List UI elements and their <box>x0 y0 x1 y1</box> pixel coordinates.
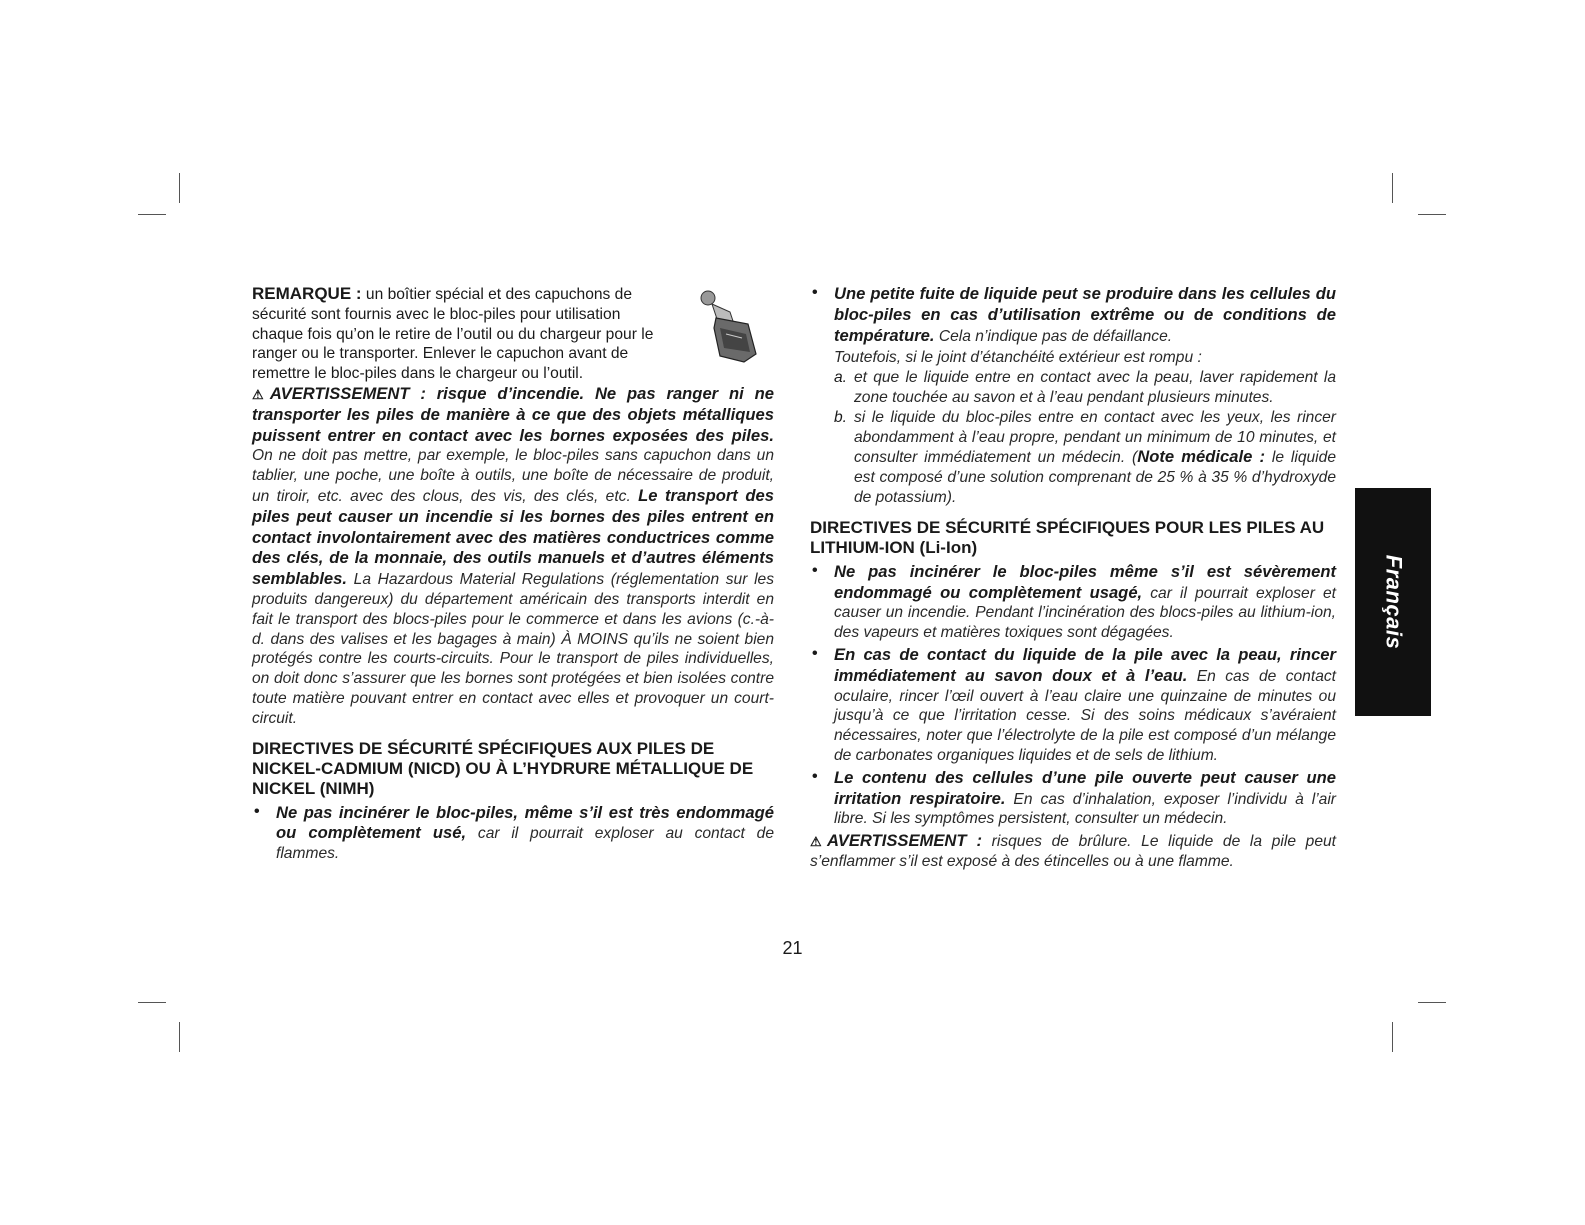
crop-mark <box>179 173 180 203</box>
crop-mark <box>138 1002 166 1003</box>
sub-item-a-text: et que le liquide entre en contact avec la peau, laver rapidement la zone touchée au savon et à l’eau pendant plusieurs minutes. <box>854 369 1336 406</box>
li-bullet1-bold: Ne pas incinérer le bloc-piles même s’il est sévèrement endommagé ou complètement usagé, <box>834 561 1336 602</box>
crop-mark <box>1418 1002 1446 1003</box>
nicd-bullet-text: car il pourrait exploser au contact de flammes. <box>276 825 774 863</box>
crop-mark <box>1392 1022 1393 1052</box>
crop-mark <box>179 1022 180 1052</box>
lithium-bullet-list <box>810 562 1336 829</box>
battery-pack-icon <box>690 284 764 364</box>
li-bullet2-bold: En cas de contact du liquide de la pile avec la peau, rincer immédiatement au savon doux et à l’eau. <box>834 644 1336 685</box>
sub-item-b-text2: le liquide est composé d’une solution comprenant de 25 % à 35 % d’hydroxyde de potassium). <box>854 449 1336 506</box>
left-column <box>252 284 774 866</box>
list-item <box>810 284 1336 346</box>
warning-fire-bold2: Le transport des piles peut causer un incendie si les bornes des piles entrent en contact involontairement avec des matières conductrices comme des clés, de la monnaie, des outils manuels et d’autres éléments semblables. <box>252 485 774 589</box>
nicd-bullet-list <box>252 803 774 864</box>
remarque-text: un boîtier spécial et des capuchons de sécurité sont fournis avec le bloc-piles pour utilisation chaque fois qu’on le retire de l’outil ou du chargeur pour le ranger ou le transporter. Enlever le capuchon avant de remettre le bloc-piles dans le chargeur ou l’outil. <box>252 286 654 383</box>
warning-fire-lead: AVERTISSEMENT : risque d’incendie. Ne pas ranger ni ne transporter les piles de manière à ce que des objets métalliques puissent entrer en contact avec les bornes exposées des piles. <box>252 383 774 445</box>
warning-burn-lead: AVERTISSEMENT : <box>827 831 982 851</box>
warning-fire-text: On ne doit pas mettre, par exemple, le bloc-piles sans capuchon dans un tablier, une poche, une boîte à outils, une boîte de nécessaire de produit, un tiroir, etc. avec des clous, des vis, des clés, etc. <box>252 447 774 505</box>
remarque-block <box>252 284 774 384</box>
language-label: Français <box>1381 554 1406 650</box>
warning-triangle-icon: ⚠ <box>252 386 270 402</box>
toutefois-text: Toutefois, si le joint d’étanchéité extérieur est rompu : <box>834 349 1202 367</box>
warning-burn-text: risques de brûlure. Le liquide de la pile peut s’enflammer s’il est exposé à des étincelles ou à une flamme. <box>810 833 1337 870</box>
list-item <box>810 768 1336 829</box>
crop-mark <box>1392 173 1393 203</box>
nicd-bullet-bold: Ne pas incinérer le bloc-piles, même s’il est très endommagé ou complètement usé, <box>276 802 774 843</box>
remarque-label: REMARQUE : <box>252 284 362 303</box>
list-item <box>810 645 1336 766</box>
li-bullet3-text: En cas d’inhalation, exposer l’individu à l’air libre. Si les symptômes persistent, consulter un médecin. <box>834 790 1336 828</box>
page-number: 21 <box>782 938 803 958</box>
leak-bullet-list <box>810 284 1336 346</box>
warning-triangle-icon: ⚠ <box>810 834 827 850</box>
sub-item-b-text: si le liquide du bloc-piles entre en contact avec les yeux, les rincer abondamment à l’eau propre, pendant un minimum de 10 minutes, et consulter immédiatement un médecin. ( <box>854 408 1336 467</box>
warning-fire-paragraph <box>252 384 774 729</box>
sub-item-letter: b. <box>834 408 848 426</box>
warning-burn-paragraph <box>810 831 1336 872</box>
list-item <box>252 803 774 864</box>
note-medicale-label: Note médicale : <box>1137 447 1265 467</box>
heading-lithium-ion: DIRECTIVES DE SÉCURITÉ SPÉCIFIQUES POUR LES PILES AU LITHIUM-ION (Li-Ion) <box>810 517 1325 557</box>
crop-mark <box>1418 214 1446 215</box>
warning-fire-text2: La Hazardous Material Regulations (réglementation sur les produits dangereux) du département américain des transports interdit en fait le transport des blocs-piles pour le commerce et dans les avions (c.-à-d. dans des valises et les bagages à main) À MOINS qu’ils ne soient bien protégés contre les courts-circuits. Pour le transport de piles individuelles, on doit donc s’assurer que les bornes sont protégées et bien isolées contre toute matière pouvant entrer en contact avec elles et provoquer un court-circuit. <box>252 571 774 727</box>
sub-item-letter: a. <box>834 369 848 387</box>
li-bullet3-bold: Le contenu des cellules d’une pile ouverte peut causer une irritation respiratoire. <box>834 767 1336 808</box>
leak-subsection <box>810 348 1336 507</box>
li-bullet2-text: En cas de contact oculaire, rincer l’œil ouvert à l’eau claire une quinzaine de minutes ou jusqu’à ce que l’irritation cesse. Si des soins médicaux s’avéraient nécessaires, noter que l’électrolyte de la pile est composé d’un mélange de carbonates organiques liquides et de sels de lithium. <box>834 667 1336 764</box>
crop-mark <box>138 214 166 215</box>
language-side-tab <box>1355 488 1431 716</box>
heading-nicd: DIRECTIVES DE SÉCURITÉ SPÉCIFIQUES AUX PILES DE NICKEL-CADMIUM (NICD) OU À L’HYDRURE MÉTALLIQUE DE NICKEL (NIMH) <box>252 738 754 798</box>
leak-bullet-bold: Une petite fuite de liquide peut se produire dans les cellules du bloc-piles en cas d’utilisation extrême ou de conditions de température. <box>834 284 1336 345</box>
list-item <box>810 562 1336 643</box>
leak-bullet-text: Cela n’indique pas de défaillance. <box>934 327 1173 345</box>
right-column <box>810 284 1336 872</box>
sub-item-b <box>834 408 1336 508</box>
sub-item-a <box>834 368 1336 408</box>
li-bullet1-text: car il pourrait exploser et causer un incendie. Pendant l’incinération des blocs-piles au lithium-ion, des vapeurs et matières toxiques sont dégagées. <box>834 584 1337 642</box>
